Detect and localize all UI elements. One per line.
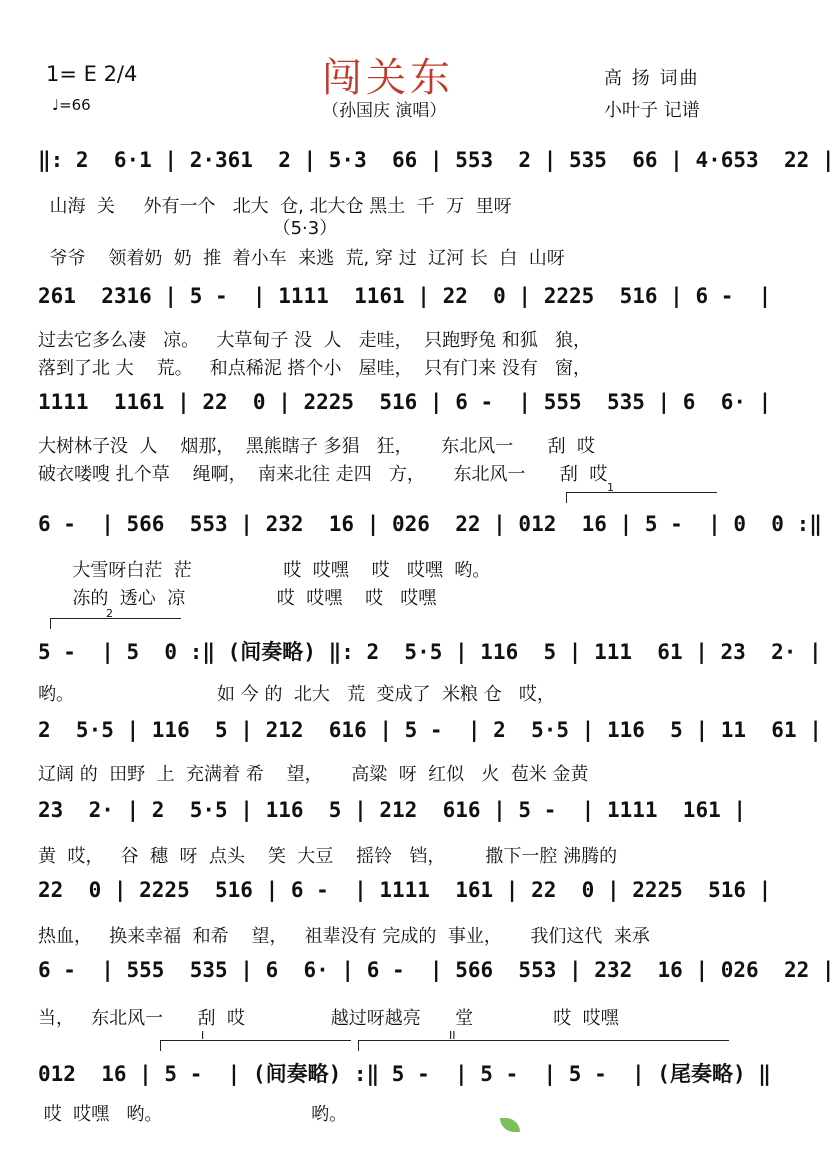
notation-row-2: 261 2316 | 5 - | 1111 1161 | 22 0 | 2225 516 | 6 - | [38, 284, 772, 308]
notation-row-4: 6 - | 566 553 | 232 16 | 026 22 | 012 16 | 5 - | 0 0 :‖ [38, 512, 822, 536]
lyric-row-3a: 大树林子没 人 烟那， 黑熊瞎子 多猖 狂， 东北风一 刮 哎 [38, 436, 596, 457]
lyric-row-1a: 山海 关 外有一个 北大 仓, 北大仓 黑土 千 万 里呀 [38, 196, 512, 217]
notation-row-6: 2 5·5 | 116 5 | 212 616 | 5 - | 2 5·5 | 116 5 | 11 61 | [38, 718, 822, 742]
first-ending-label: 1 [607, 481, 614, 494]
lyric-row-10: 哎 哎嘿 哟。 哟。 [38, 1104, 348, 1125]
section-i-bracket [160, 1029, 351, 1051]
lyric-row-1b: （5·3） [38, 218, 338, 239]
lyric-row-9: 当， 东北风一 刮 哎 越过呀越亮 堂 哎 哎嘿 [38, 1008, 619, 1029]
singer-credit: （孙国庆 演唱） [322, 101, 447, 121]
notation-row-1: ‖: 2 6·1 | 2·361 2 | 5·3 66 | 553 2 | 535 66 | 4·653 22 | [38, 148, 835, 172]
first-ending-bracket [566, 481, 717, 503]
notation-row-10: 012 16 | 5 - | (间奏略) :‖ 5 - | 5 - | 5 - | (尾奏略) ‖ [38, 1062, 771, 1086]
lyric-row-8: 热血， 换来幸福 和希 望， 祖辈没有 完成的 事业， 我们这代 来承 [38, 926, 650, 947]
transcriber-credit: 小叶子 记谱 [604, 100, 700, 121]
lyric-row-7: 黄 哎， 谷 穗 呀 点头 笑 大豆 摇铃 铛， 撒下一腔 沸腾的 [38, 846, 618, 867]
lyric-row-4b: 冻的 透心 凉 哎 哎嘿 哎 哎嘿 [38, 588, 437, 609]
lyric-row-1c: 爷爷 领着奶 奶 推 着小车 来逃 荒, 穿 过 辽河 长 白 山呀 [38, 248, 565, 269]
lyric-row-2b: 落到了北 大 荒。 和点稀泥 搭个小 屋哇， 只有门来 没有 窗， [38, 358, 591, 379]
lyric-row-3b: 破衣喽嗖 扎个草 绳啊， 南来北往 走四 方， 东北风一 刮 哎 [38, 464, 608, 485]
notation-row-9: 6 - | 555 535 | 6 6· | 6 - | 566 553 | 232 16 | 026 22 | [38, 958, 835, 982]
section-i-label: I [201, 1029, 205, 1042]
key-signature: 1= E 2/4 [46, 62, 138, 86]
section-ii-bracket [358, 1029, 729, 1051]
second-ending-bracket [50, 607, 181, 629]
tempo-marking: ♩=66 [52, 96, 91, 114]
lyricist-composer-credit: 高 扬 词曲 [604, 68, 700, 89]
section-ii-label: II [449, 1029, 456, 1042]
lyric-row-4a: 大雪呀白茫 茫 哎 哎嘿 哎 哎嘿 哟。 [38, 560, 491, 581]
notation-row-3: 1111 1161 | 22 0 | 2225 516 | 6 - | 555 535 | 6 6· | [38, 390, 772, 414]
notation-row-7: 23 2· | 2 5·5 | 116 5 | 212 616 | 5 - | 1111 161 | [38, 798, 747, 822]
notation-row-5: 5 - | 5 0 :‖ (间奏略) ‖: 2 5·5 | 116 5 | 111 61 | 23 2· | [38, 640, 822, 664]
lyric-row-2a: 过去它多么凄 凉。 大草甸子 没 人 走哇， 只跑野兔 和狐 狼， [38, 330, 591, 351]
lyric-row-5: 哟。 如 今 的 北大 荒 变成了 米粮 仓 哎， [38, 684, 555, 705]
notation-row-8: 22 0 | 2225 516 | 6 - | 1111 161 | 22 0 | 2225 516 | [38, 878, 772, 902]
second-ending-label: 2 [106, 607, 113, 620]
lyric-row-6: 辽阔 的 田野 上 充满着 希 望， 高粱 呀 红似 火 苞米 金黄 [38, 764, 589, 785]
song-title: 闯关东 [322, 55, 454, 101]
